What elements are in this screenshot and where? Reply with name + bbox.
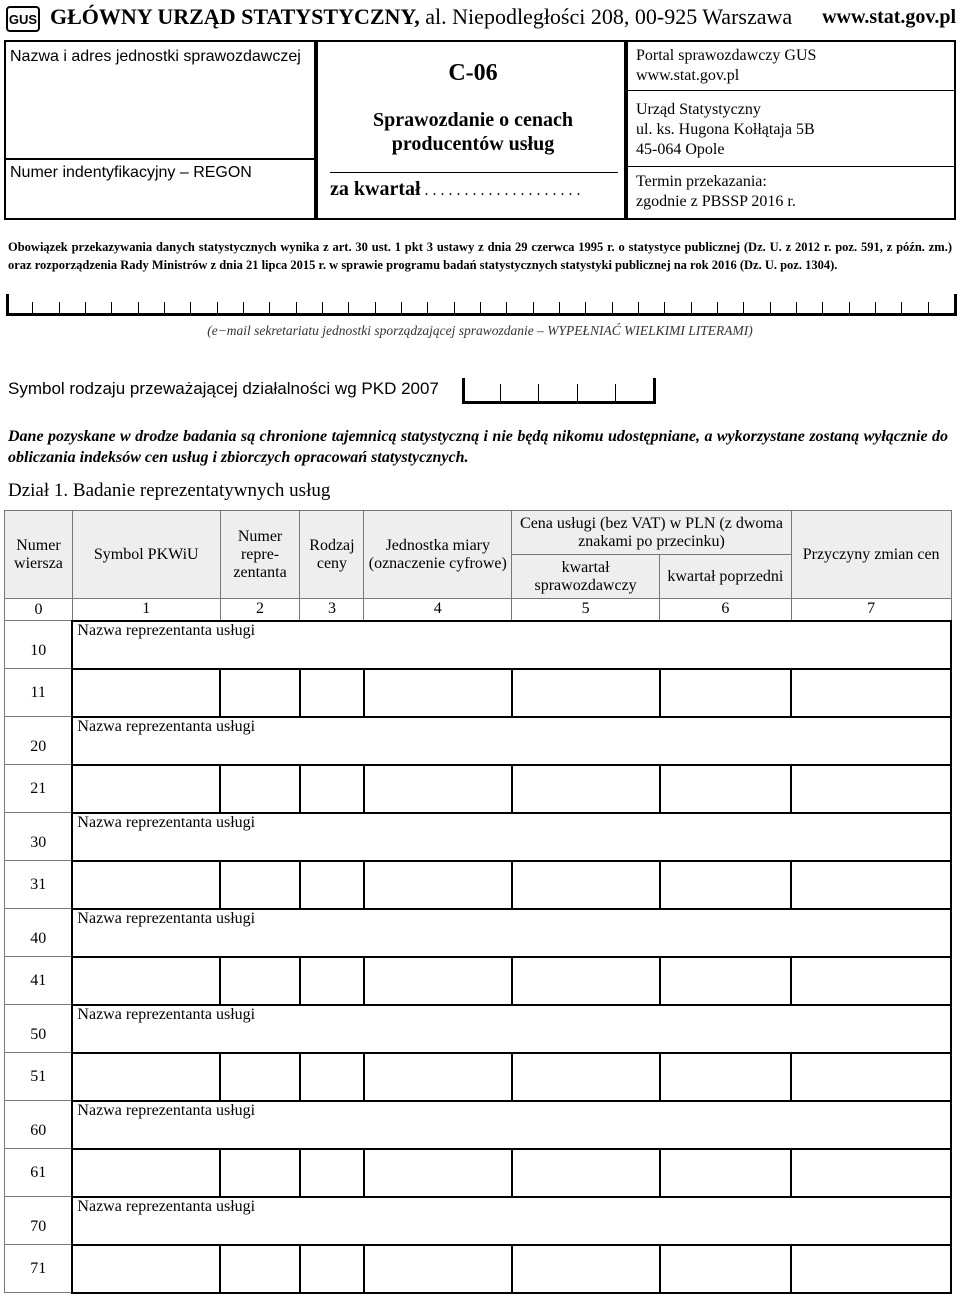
representative-name-cell[interactable]: [72, 717, 951, 765]
recipient-divider-2: [628, 166, 954, 167]
pkd-baseline: [462, 401, 656, 404]
col-number: 2: [220, 599, 300, 621]
data-row: [5, 1245, 952, 1293]
data-cell[interactable]: [660, 1053, 792, 1101]
data-cell[interactable]: [512, 1149, 660, 1197]
comb-tick: [427, 302, 428, 316]
row-number: 10: [5, 621, 73, 669]
data-cell[interactable]: [364, 1245, 512, 1293]
col-number: 3: [300, 599, 364, 621]
office-street: ul. ks. Hugona Kołłątaja 5B: [636, 121, 815, 138]
deadline-info: [636, 172, 796, 212]
comb-tick: [348, 302, 349, 316]
comb-tick: [190, 302, 191, 316]
logo-text: GUS: [8, 11, 38, 27]
representative-name-cell[interactable]: [72, 909, 951, 957]
comb-tick: [875, 302, 876, 316]
data-cell[interactable]: [364, 861, 512, 909]
period-line[interactable]: [330, 178, 581, 201]
comb-tick: [796, 302, 797, 316]
data-cell[interactable]: [72, 957, 220, 1005]
row-number: 50: [5, 1005, 73, 1053]
data-cell[interactable]: [72, 669, 220, 717]
header-price-group: Cena usługi (bez VAT) w PLN (z dwoma znakami po przecinku): [512, 511, 792, 555]
period-dots: . . . . . . . . . . . . . . . . . . . .: [420, 182, 581, 199]
data-cell[interactable]: [791, 957, 951, 1005]
data-row: [5, 957, 952, 1005]
data-cell[interactable]: [72, 1053, 220, 1101]
data-cell[interactable]: [512, 1245, 660, 1293]
comb-tick: [638, 302, 639, 316]
reporting-unit-box[interactable]: [4, 40, 316, 220]
header-price-type: Rodzaj ceny: [300, 511, 364, 599]
name-row: [5, 1101, 952, 1149]
portal-label: Portal sprawozdawczy GUS: [636, 47, 817, 64]
comb-tick: [269, 302, 270, 316]
pkd-tick: [500, 384, 501, 404]
header-current-quarter: kwartał sprawozdawczy: [512, 555, 660, 599]
representative-name-label: Nazwa reprezentanta usługi: [77, 1101, 256, 1119]
data-cell[interactable]: [660, 669, 792, 717]
data-cell[interactable]: [72, 861, 220, 909]
comb-tick: [59, 302, 60, 316]
row-number: 71: [5, 1245, 73, 1293]
comb-tick: [480, 302, 481, 316]
representative-name-cell[interactable]: [72, 813, 951, 861]
data-cell[interactable]: [512, 669, 660, 717]
data-cell[interactable]: [220, 861, 300, 909]
comb-tick: [717, 302, 718, 316]
representative-name-cell[interactable]: [72, 621, 951, 669]
comb-tick: [743, 302, 744, 316]
data-cell[interactable]: [512, 957, 660, 1005]
data-cell[interactable]: [791, 1149, 951, 1197]
office-city: 45-064 Opole: [636, 141, 725, 158]
regon-label: Numer indentyfikacyjny – REGON: [10, 164, 252, 181]
portal-info: [636, 46, 816, 86]
name-row: [5, 1005, 952, 1053]
header-previous-quarter: kwartał poprzedni: [660, 555, 792, 599]
data-cell[interactable]: [220, 957, 300, 1005]
institution-header: [50, 4, 792, 30]
data-row: [5, 669, 952, 717]
representative-name-label: Nazwa reprezentanta usługi: [77, 1197, 256, 1215]
email-caption: (e−mail sekretariatu jednostki sporządzającej sprawozdanie – WYPEŁNIAĆ WIELKIMI LITERAMI): [207, 323, 753, 338]
row-number: 41: [5, 957, 73, 1005]
row-number: 61: [5, 1149, 73, 1197]
row-number: 31: [5, 861, 73, 909]
column-number-row: [5, 599, 952, 621]
comb-tick: [612, 302, 613, 316]
representative-name-label: Nazwa reprezentanta usługi: [77, 717, 256, 735]
row-number: 11: [5, 669, 73, 717]
portal-url[interactable]: www.stat.gov.pl: [636, 67, 740, 84]
data-cell[interactable]: [364, 1053, 512, 1101]
data-cell[interactable]: [300, 1149, 364, 1197]
comb-tick: [6, 294, 9, 316]
comb-tick: [217, 302, 218, 316]
data-row: [5, 765, 952, 813]
name-row: [5, 813, 952, 861]
header-rep-number: Numer repre-zentanta: [220, 511, 300, 599]
header-pkwiu: Symbol PKWiU: [72, 511, 220, 599]
row-number: 70: [5, 1197, 73, 1245]
comb-tick: [138, 302, 139, 316]
data-cell[interactable]: [72, 765, 220, 813]
pkd-tick: [577, 384, 578, 404]
col-number: 6: [660, 599, 792, 621]
pkd-input-comb[interactable]: [462, 378, 656, 404]
comb-tick: [822, 302, 823, 316]
pkd-tick: [538, 384, 539, 404]
representative-name-label: Nazwa reprezentanta usługi: [77, 621, 256, 639]
data-cell[interactable]: [791, 765, 951, 813]
data-cell[interactable]: [300, 1245, 364, 1293]
data-cell[interactable]: [364, 669, 512, 717]
comb-tick: [849, 302, 850, 316]
pkd-label: Symbol rodzaju przeważającej działalności wg PKD 2007: [8, 379, 439, 398]
comb-tick: [454, 302, 455, 316]
data-cell[interactable]: [660, 1149, 792, 1197]
data-cell[interactable]: [300, 1053, 364, 1101]
representative-name-cell[interactable]: [72, 1005, 951, 1053]
representative-name-label: Nazwa reprezentanta usługi: [77, 813, 256, 831]
deadline-label: Termin przekazania:: [636, 173, 767, 190]
data-cell[interactable]: [791, 669, 951, 717]
col-number: 0: [5, 599, 73, 621]
pkd-tick: [653, 378, 656, 404]
col-number: 4: [364, 599, 512, 621]
title-divider: [330, 172, 618, 173]
data-cell[interactable]: [660, 861, 792, 909]
deadline-value: zgodnie z PBSSP 2016 r.: [636, 193, 796, 210]
data-cell[interactable]: [512, 1053, 660, 1101]
row-number: 40: [5, 909, 73, 957]
representative-name-label: Nazwa reprezentanta usługi: [77, 1005, 256, 1023]
header-reasons: Przyczyny zmian cen: [791, 511, 951, 599]
row-number: 30: [5, 813, 73, 861]
institution-name: GŁÓWNY URZĄD STATYSTYCZNY,: [50, 4, 420, 29]
data-cell[interactable]: [364, 765, 512, 813]
data-cell[interactable]: [300, 669, 364, 717]
data-cell[interactable]: [791, 1053, 951, 1101]
comb-tick: [928, 302, 929, 316]
comb-tick: [506, 302, 507, 316]
confidentiality-note: Dane pozyskane w drodze badania są chronione tajemnicą statystyczną i nie będą nikomu udostępniane, a wykorzystane zostaną wyłącznie do obliczania indeksów cen usług i zbiorczych opracowań statystycznych.: [8, 428, 948, 466]
form-title: Sprawozdanie o cenach producentów usług: [373, 109, 573, 155]
website-header: www.stat.gov.pl: [822, 6, 956, 28]
recipient-divider-1: [628, 90, 954, 91]
comb-tick: [559, 302, 560, 316]
comb-tick: [32, 302, 33, 316]
recipient-box: [626, 40, 956, 220]
name-row: [5, 1197, 952, 1245]
data-cell[interactable]: [660, 765, 792, 813]
pkd-tick: [615, 384, 616, 404]
office-name: Urząd Statystyczny: [636, 101, 761, 118]
comb-tick: [401, 302, 402, 316]
representative-name-cell[interactable]: [72, 1101, 951, 1149]
legal-basis-text: Obowiązek przekazywania danych statystycznych wynika z art. 30 ust. 1 pkt 3 ustawy z dnia 29 czerwca 1995 r. o statystyce publicznej (Dz. U. z 2012 r. poz. 591, z późn. zm.) oraz rozporządzenia Rady Ministrów z dnia 21 lipca 2015 r. w sprawie programu badań statystycznych statystyki publicznej na rok 2016 (Dz. U. poz. 1304).: [8, 240, 952, 272]
data-cell[interactable]: [512, 861, 660, 909]
form-title-box: [316, 40, 626, 220]
data-cell[interactable]: [220, 669, 300, 717]
data-cell[interactable]: [220, 1245, 300, 1293]
email-input-comb[interactable]: [6, 294, 954, 316]
office-address: [636, 100, 815, 160]
data-cell[interactable]: [660, 957, 792, 1005]
data-row: [5, 1149, 952, 1197]
form-code: C-06: [448, 60, 498, 86]
comb-tick: [296, 302, 297, 316]
data-cell[interactable]: [220, 1053, 300, 1101]
services-table: [4, 510, 952, 1294]
col-number: 7: [791, 599, 951, 621]
header-row-number: Numer wiersza: [5, 511, 73, 599]
comb-tick: [664, 302, 665, 316]
data-row: [5, 1053, 952, 1101]
name-row: [5, 909, 952, 957]
comb-tick: [533, 302, 534, 316]
data-cell[interactable]: [364, 1149, 512, 1197]
data-cell[interactable]: [72, 1149, 220, 1197]
data-cell[interactable]: [72, 1245, 220, 1293]
comb-tick: [585, 302, 586, 316]
data-cell[interactable]: [220, 765, 300, 813]
comb-tick: [954, 294, 957, 316]
data-cell[interactable]: [300, 765, 364, 813]
row-number: 60: [5, 1101, 73, 1149]
comb-tick: [111, 302, 112, 316]
data-cell[interactable]: [300, 861, 364, 909]
section-title: Dział 1. Badanie reprezentatywnych usług: [8, 480, 331, 501]
col-number: 5: [512, 599, 660, 621]
comb-tick: [901, 302, 902, 316]
row-number: 21: [5, 765, 73, 813]
data-cell[interactable]: [220, 1149, 300, 1197]
comb-tick: [164, 302, 165, 316]
comb-tick: [322, 302, 323, 316]
data-cell[interactable]: [791, 861, 951, 909]
period-label: za kwartał: [330, 178, 421, 200]
comb-tick: [770, 302, 771, 316]
name-row: [5, 717, 952, 765]
institution-address: al. Niepodległości 208, 00-925 Warszawa: [419, 4, 793, 29]
name-row: [5, 621, 952, 669]
data-cell[interactable]: [512, 765, 660, 813]
data-cell[interactable]: [791, 1245, 951, 1293]
col-number: 1: [72, 599, 220, 621]
data-cell[interactable]: [364, 957, 512, 1005]
representative-name-cell[interactable]: [72, 1197, 951, 1245]
unit-box-divider: [6, 158, 314, 160]
representative-name-label: Nazwa reprezentanta usługi: [77, 909, 256, 927]
data-row: [5, 861, 952, 909]
row-number: 20: [5, 717, 73, 765]
comb-tick: [691, 302, 692, 316]
comb-tick: [243, 302, 244, 316]
pkd-tick: [462, 378, 465, 404]
comb-tick: [85, 302, 86, 316]
unit-name-label: Nazwa i adres jednostki sprawozdawczej: [10, 48, 301, 65]
gus-logo: [6, 6, 40, 32]
header-unit: Jednostka miary (oznaczenie cyfrowe): [364, 511, 512, 599]
data-cell[interactable]: [300, 957, 364, 1005]
data-cell[interactable]: [660, 1245, 792, 1293]
comb-tick: [375, 302, 376, 316]
row-number: 51: [5, 1053, 73, 1101]
